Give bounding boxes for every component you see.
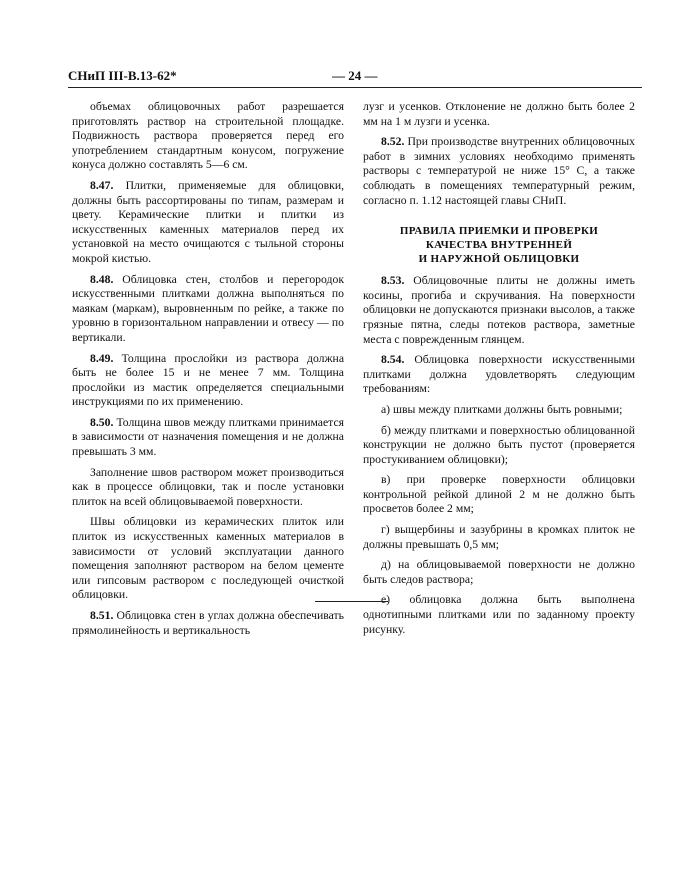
paragraph [363,403,635,418]
paragraph [72,179,344,267]
header-rule [68,87,642,88]
paragraph [363,274,635,347]
paragraph [72,416,344,460]
paragraph-text: а) швы между плитками должны быть ровными; [381,402,623,416]
paragraph [72,352,344,410]
paragraph-text: е) облицовка должна быть выполнена однотипными плитками или по заданному проекту рисунку. [363,593,635,636]
clause-number: 8.47. [90,178,126,192]
paragraph-text: Облицовочные плиты не должны иметь косины, прогиба и скручивания. На поверхности облицовки не допускаются признаки высолов, а также грязные пятна, следы потеков раствора, заметные места с поврежденным глянцем. [363,274,635,346]
paragraph-text: д) на облицовываемой поверхности не должно быть следов раствора; [363,558,635,586]
paragraph-text: Толщина швов между плитками принимается в зависимости от назначения помещения и не должна превышать 3 мм. [72,415,345,459]
paragraph-text: Толщина прослойки из раствора должна быть не более 15 и не менее 7 мм. Толщина прослойки из мастик определяется специальными инструкциями по их применению. [72,351,345,409]
right-column-top [363,100,635,208]
paragraph [363,424,635,468]
clause-number: 8.52. [381,135,408,149]
paragraph-text: Заполнение швов раствором может производиться как в процессе облицовки, так и после установки плиток на всей облицовываемой поверхности. [72,465,344,508]
paragraph [72,515,344,603]
paragraph-text: При производстве внутренних облицовочных работ в зимних условиях необходимо применять растворы с температурой не ниже 15° С, а также соблюдать в помещениях температурный режим, согласно п. 1.12 настоящей главы СНиП. [363,135,635,207]
paragraph-text: Швы облицовки из керамических плиток или плиток из искусственных каменных материалов в зависимости от условий эксплуатации данного помещения заполняют раствором на белом цементе или гипсовым раствором с последующей очисткой облицовки. [72,515,344,602]
paragraph [72,100,344,173]
page-number: — 24 — [332,68,378,83]
clause-number: 8.50. [90,415,117,429]
clause-number: 8.49. [90,351,122,365]
clause-number: 8.53. [381,274,414,288]
paragraph-text: Облицовка стен, столбов и перегородок искусственными плитками должна выполняться по маякам (маркам), выровненным по рейке, а также по уровню в горизонтальном направлении и отвесу — по вертикали. [72,272,344,344]
paragraph [72,273,344,346]
paragraph [363,135,635,208]
paragraph [72,466,344,510]
paragraph-text: б) между плитками и поверхностью облицованной конструкции не должно быть пустот (проверяется простукиванием облицовки); [363,423,635,466]
left-column [72,100,344,644]
heading-line: ПРАВИЛА ПРИЕМКИ И ПРОВЕРКИ [399,225,599,238]
document-code: СНиП III-В.13-62* [68,68,177,83]
paragraph [363,353,635,397]
clause-number: 8.51. [90,609,117,622]
clause-number: 8.54. [381,353,415,367]
paragraph [363,473,635,517]
paragraph-text: г) выщербины и зазубрины в кромках плиток не должны превышать 0,5 мм; [363,523,635,551]
section-heading [363,224,635,266]
paragraph-text: Облицовка поверхности искусственными плитками должна удовлетворять следующим требованиям: [363,353,635,396]
paragraph [363,523,635,552]
paragraph [363,100,635,129]
right-column-bottom [363,274,635,637]
heading-line: КАЧЕСТВА ВНУТРЕННЕЙ [425,239,573,252]
paragraph-text: лузг и усенков. Отклонение не должно быть более 2 мм на 1 м лузги и усенка. [363,100,635,128]
clause-number: 8.48. [90,272,123,286]
end-rule [315,601,388,602]
heading-line: И НАРУЖНОЙ ОБЛИЦОВКИ [418,253,580,266]
paragraph [363,593,635,637]
paragraph-text: объемах облицовочных работ разрешается приготовлять раствор на строительной площадке. Подвижность раствора проверяется перед его употреблением стандартным конусом, погружение конуса должно составлять 5—6 см. [72,100,344,172]
paragraph [363,558,635,587]
running-header [68,68,642,84]
right-column [363,100,635,643]
paragraph-text: Плитки, применяемые для облицовки, должны быть рассортированы по типам, размерам и цвету. Керамические плитки и плитки из искусственных каменных материалов перед их установкой на место очищаются с тыльной стороны мокрой кистью. [72,178,344,265]
paragraph [72,609,344,638]
paragraph-text: Облицовка стен в углах должна обеспечивать прямолинейность и вертикальность [72,609,344,637]
paragraph-text: в) при проверке поверхности облицовки контрольной рейкой длиной 2 м не должно быть просветов более 2 мм; [363,473,635,516]
